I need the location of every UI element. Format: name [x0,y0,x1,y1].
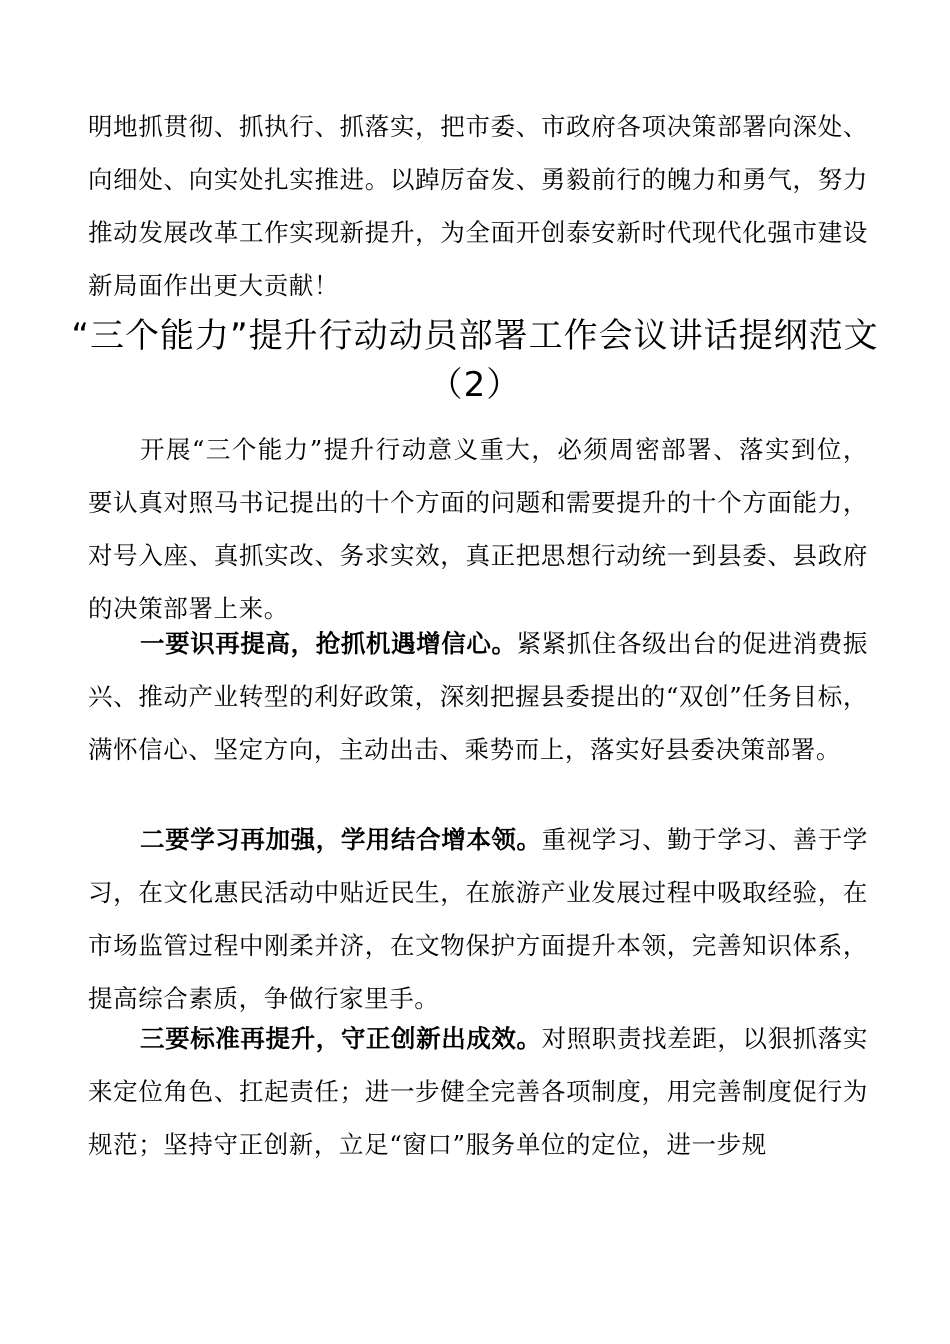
document-title: “三个能力”提升行动动员部署工作会议讲话提纲范文（2） [71,316,879,405]
paragraph-continuation [88,100,868,312]
paragraph-point-1 [88,617,868,776]
paragraph-text: 对照职责找差距，以狠抓落实来定位角色、扛起责任；进一步健全完善各项制度，用完善制度促行为规范；坚持守正创新，立足“窗口”服务单位的定位，进一步规 [88,1024,868,1159]
paragraph-intro [88,423,868,635]
paragraph-text: 紧紧抓住各级出台的促进消费振兴、推动产业转型的利好政策，深刻把握县委提出的“双创”任务目标，满怀信心、坚定方向，主动出击、乘势而上，落实好县委决策部署。 [88,629,869,764]
paragraph-point-3 [88,1012,868,1171]
paragraph-point-2 [88,813,868,1025]
paragraph-text: 重视学习、勤于学习、善于学习，在文化惠民活动中贴近民生，在旅游产业发展过程中吸取经验，在市场监管过程中刚柔并济，在文物保护方面提升本领，完善知识体系，提高综合素质，争做行家里手。 [88,825,868,1013]
paragraph-lead: 三要标准再提升，守正创新出成效。 [140,1024,542,1053]
paragraph-text: 明地抓贯彻、抓执行、抓落实，把市委、市政府各项决策部署向深处、向细处、向实处扎实推进。以踔厉奋发、勇毅前行的魄力和勇气，努力推动发展改革工作实现新提升，为全面开创泰安新时代现代化强市建设新局面作出更大贡献！ [88,112,868,300]
paragraph-text: 开展“三个能力”提升行动意义重大，必须周密部署、落实到位，要认真对照马书记提出的十个方面的问题和需要提升的十个方面能力，对号入座、真抓实改、务求实效，真正把思想行动统一到县委、县政府的决策部署上来。 [88,435,868,623]
paragraph-lead: 一要识再提高，抢抓机遇增信心。 [140,629,517,658]
paragraph-lead: 二要学习再加强，学用结合增本领。 [140,825,542,854]
